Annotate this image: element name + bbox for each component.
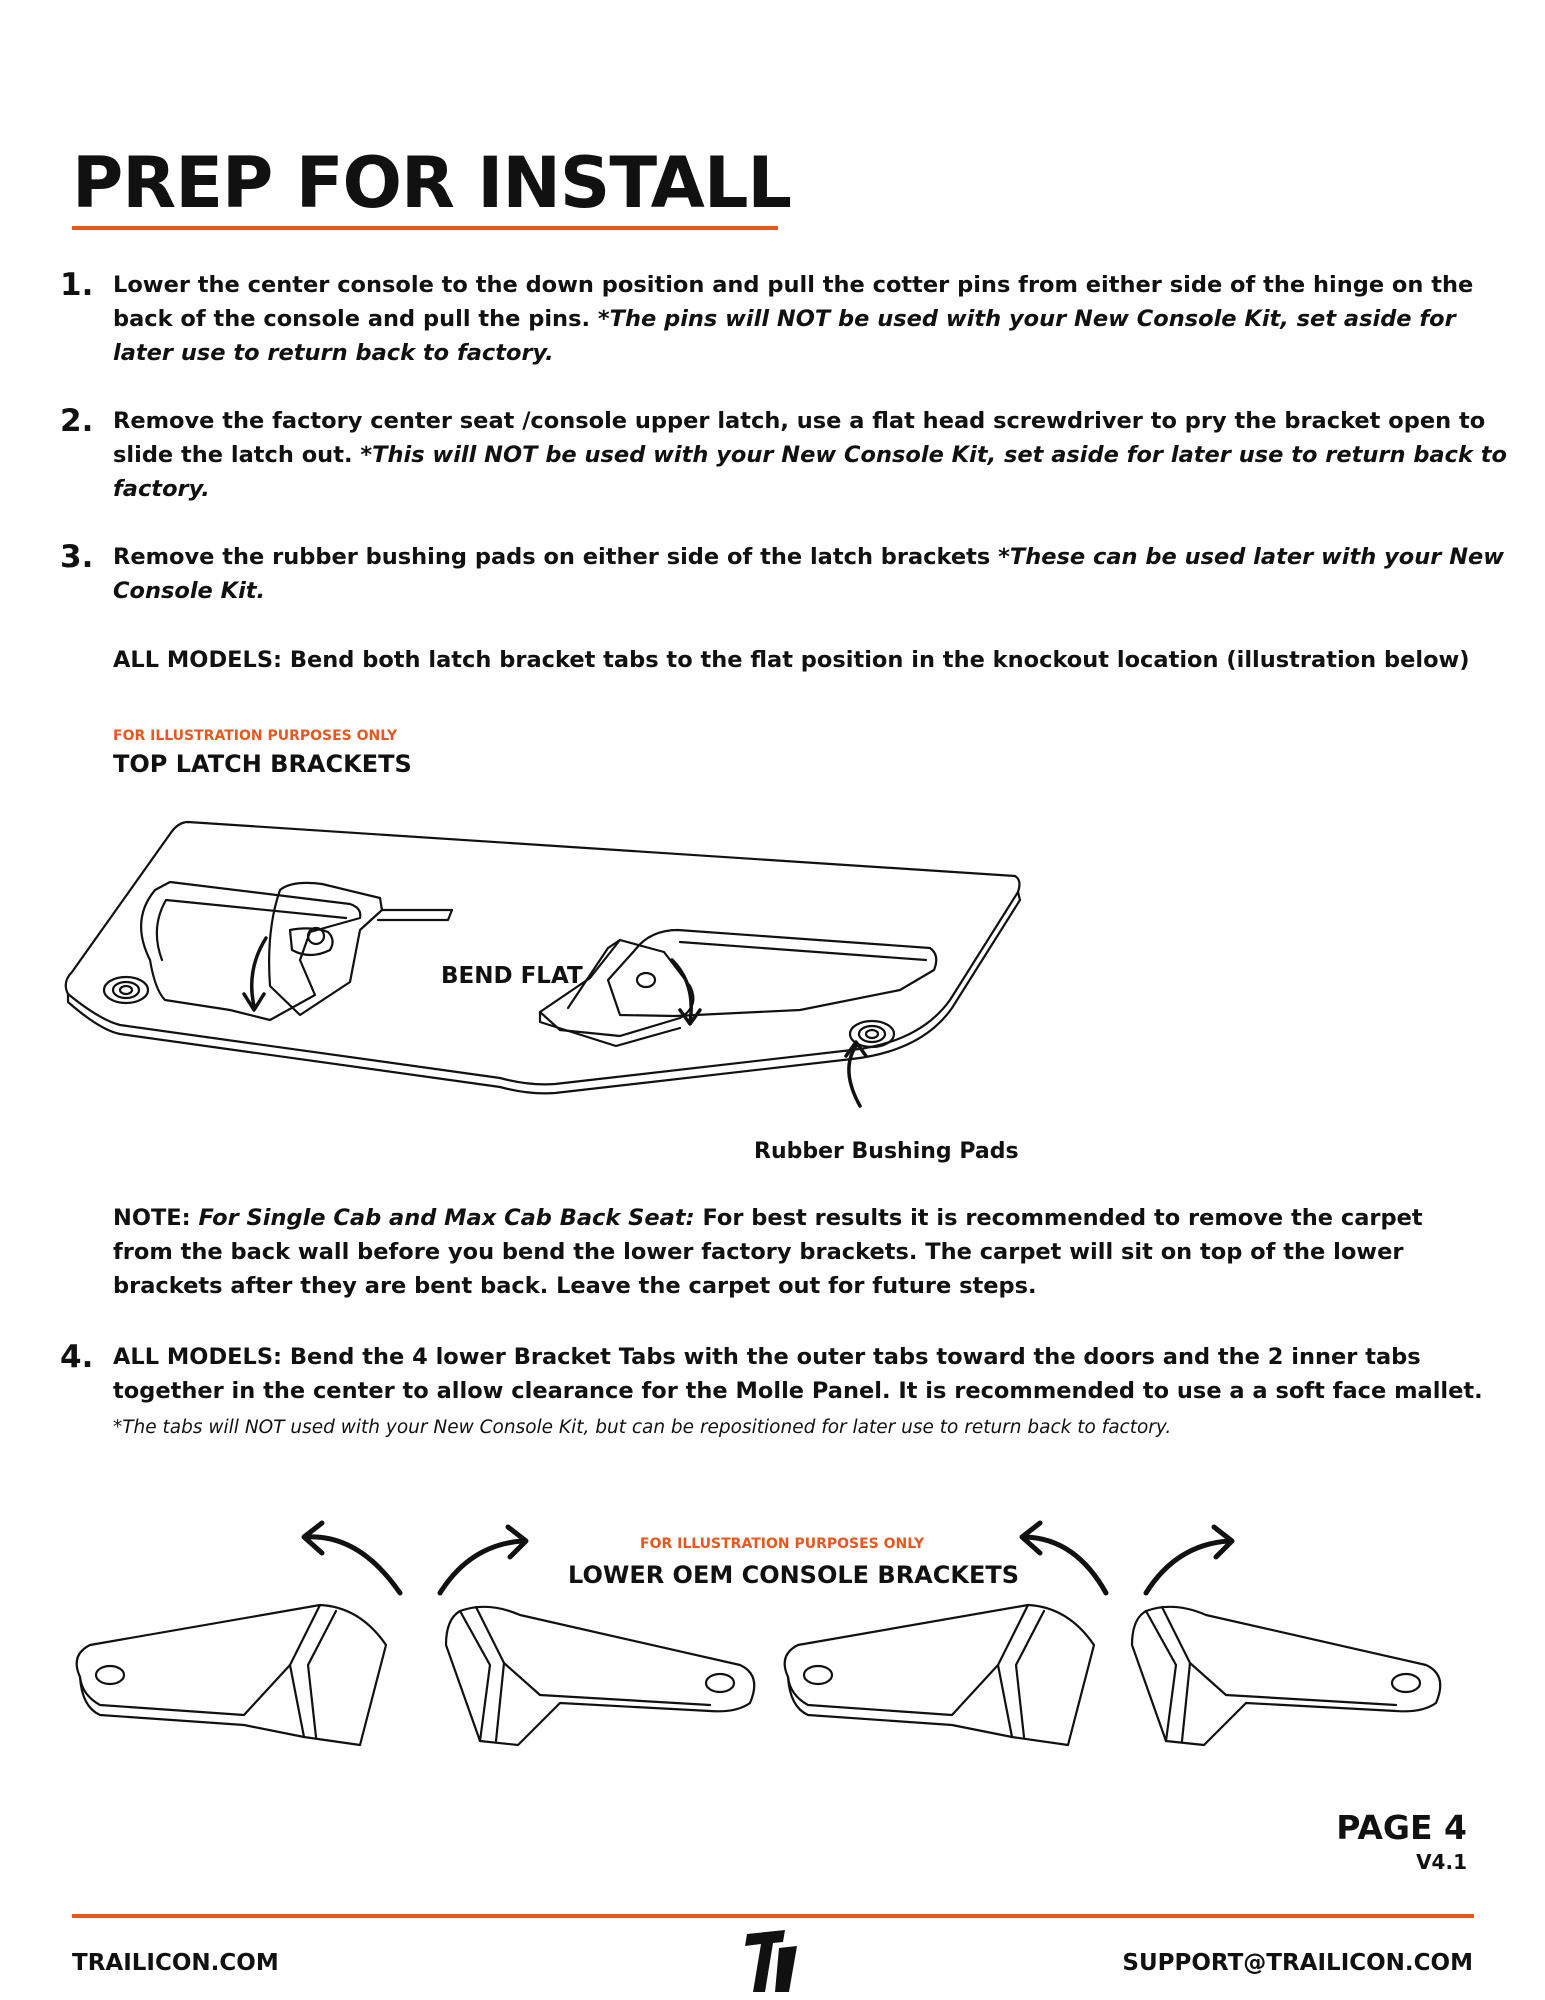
step-note: *These can be used later with your New Console Kit. xyxy=(113,544,1505,604)
step-note: *This will NOT be used with your New Console Kit, set aside for later use to return back to factory. xyxy=(113,442,1507,502)
footer-support-email: SUPPORT@TRAILICON.COM xyxy=(1122,1950,1473,1976)
carpet-note xyxy=(113,1201,1473,1303)
page-title: PREP FOR INSTALL xyxy=(72,142,792,224)
step-number: 1. xyxy=(60,267,94,303)
footer-rule xyxy=(72,1914,1474,1918)
all-models-note: ALL MODELS: Bend both latch bracket tabs to the flat position in the knockout location (illustration below) xyxy=(113,647,1470,673)
step-number: 4. xyxy=(60,1339,94,1375)
step-text xyxy=(113,268,1523,370)
note-prefix: NOTE: xyxy=(113,1205,191,1231)
footer-website: TRAILICON.COM xyxy=(72,1950,279,1976)
step-instruction: Remove the factory center seat /console upper latch, use a flat head screwdriver to pry the bracket open to slide the latch out. xyxy=(113,408,1486,468)
step-number: 3. xyxy=(60,539,94,575)
bend-flat-label: BEND FLAT xyxy=(441,963,583,989)
page-number: PAGE 4 xyxy=(1336,1808,1467,1847)
illustration-caption: FOR ILLUSTRATION PURPOSES ONLY xyxy=(113,728,398,744)
step-4-note: *The tabs will NOT used with your New Console Kit, but can be repositioned for later use to return back to factory. xyxy=(113,1417,1172,1438)
top-latch-heading: TOP LATCH BRACKETS xyxy=(113,750,412,778)
version-label: V4.1 xyxy=(1416,1850,1467,1874)
step-instruction: Remove the rubber bushing pads on either side of the latch brackets xyxy=(113,544,991,570)
note-italic: For Single Cab and Max Cab Back Seat: xyxy=(198,1205,695,1231)
title-underline xyxy=(72,226,778,230)
lower-oem-bracket-illustration xyxy=(60,1515,1480,1775)
step-note: *The pins will NOT be used with your New Console Kit, set aside for later use to return back to factory. xyxy=(113,306,1456,366)
step-number: 2. xyxy=(60,403,94,439)
step-instruction: Lower the center console to the down position and pull the cotter pins from either side of the hinge on the back of the console and pull the pins. xyxy=(113,272,1474,332)
lower-brackets-heading: LOWER OEM CONSOLE BRACKETS xyxy=(568,1561,1020,1589)
rubber-bushing-label: Rubber Bushing Pads xyxy=(754,1139,1019,1164)
step-text xyxy=(113,404,1523,506)
note-text: For best results it is recommended to remove the carpet from the back wall before you bend the lower factory brackets. The carpet will sit on top of the lower brackets after they are bent back. Leave the carpet out for future steps. xyxy=(113,1205,1423,1299)
illustration-caption: FOR ILLUSTRATION PURPOSES ONLY xyxy=(640,1536,925,1552)
trailicon-logo-icon xyxy=(745,1928,801,1994)
step-text: ALL MODELS: Bend the 4 lower Bracket Tabs with the outer tabs toward the doors and the 2 inner tabs together in the center to allow clearance for the Molle Panel. It is recommended to use a a soft face mallet. xyxy=(113,1344,1483,1404)
step-text xyxy=(113,540,1523,608)
